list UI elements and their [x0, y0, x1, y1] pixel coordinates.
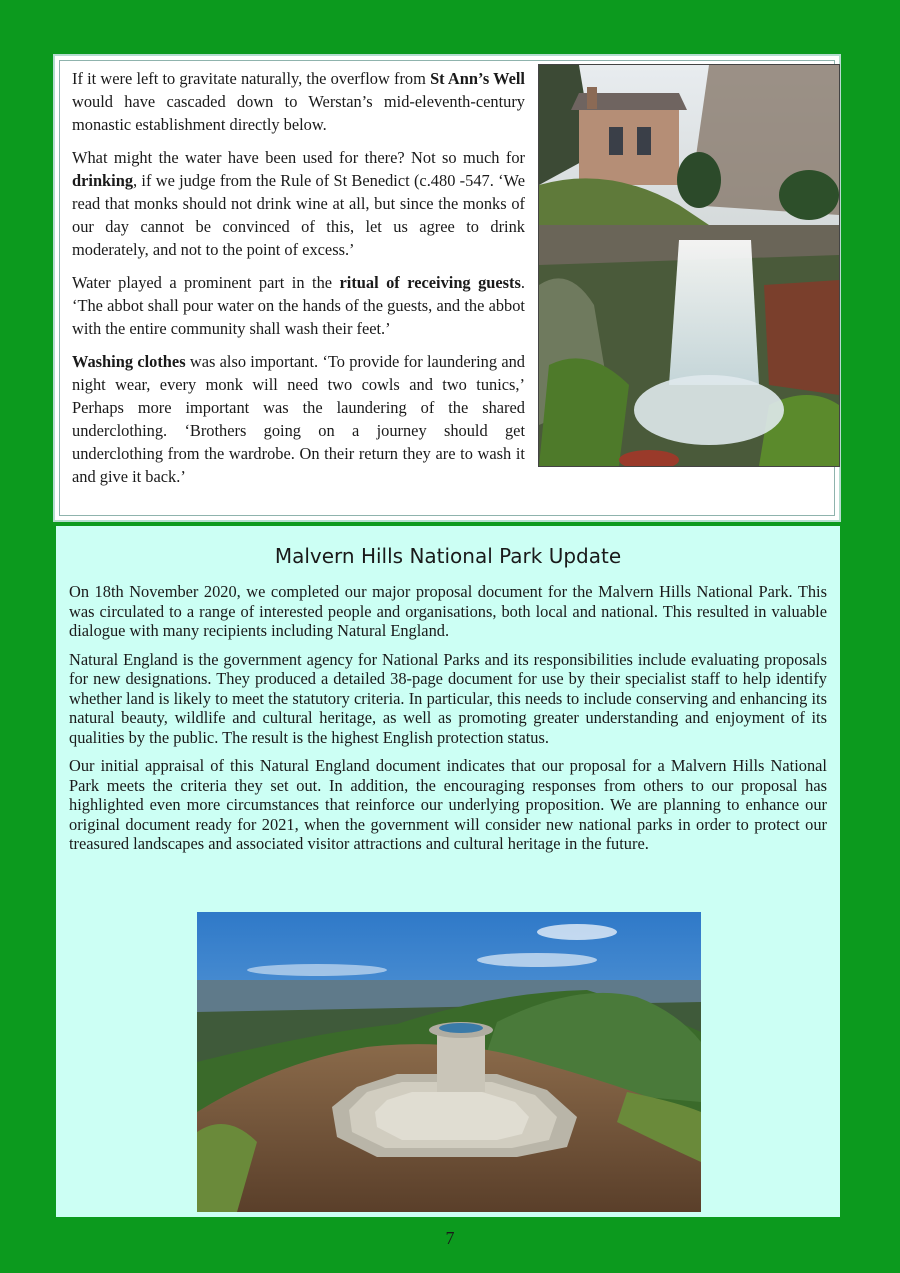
- malvern-hills-toposcope-photo: [197, 912, 701, 1212]
- bold-run: ritual of receiving guests: [339, 273, 521, 292]
- text-run: , if we judge from the Rule of St Benedict (c.480 -547. ‘We read that monks should not drink wine at all, but since the monks of our day cannot be convinced of this, let us agree to drink moderately, and not to the point of excess.’: [72, 171, 525, 259]
- article-panel-frame: [59, 60, 835, 516]
- paragraph-washing-clothes: [72, 350, 525, 488]
- text-run: What might the water have been used for there? Not so much for: [72, 148, 525, 167]
- text-run: Water played a prominent part in the: [72, 273, 340, 292]
- text-run: . ‘The abbot shall pour water on the hands of the guests, and the abbot with the entire community shall wash their feet.’: [72, 273, 525, 338]
- article-panel-top: [53, 54, 841, 522]
- bold-run: drinking: [72, 171, 134, 190]
- paragraph-natural-england: Natural England is the government agency for National Parks and its responsibilities include evaluating proposals for new designations. They produced a detailed 38-page document for use by their specialist staff to help identify whether land is likely to meet the statutory criteria. In particular, this needs to include conserving and enhancing its natural beauty, wildlife and cultural heritage, as well as promoting greater understanding and enjoyment of its qualities by the public. The result is the highest English protection status.: [69, 649, 827, 747]
- paragraph-receiving-guests: [72, 271, 525, 340]
- waterfall-photo: [538, 64, 840, 467]
- bold-run: St Ann’s Well: [430, 69, 525, 88]
- paragraph-proposal-completed: On 18th November 2020, we completed our major proposal document for the Malvern Hills National Park. This was circulated to a range of interested people and organisations, both local and national. This resulted in valuable dialogue with many recipients including Natural England.: [69, 582, 827, 640]
- paragraph-drinking: [72, 146, 525, 261]
- page-number: 7: [445, 1228, 455, 1248]
- article-text-column: [72, 67, 525, 498]
- bold-run: Washing clothes: [72, 352, 186, 371]
- text-run: would have cascaded down to Werstan’s mid-eleventh-century monastic establishment directly below.: [72, 92, 525, 134]
- update-body: [69, 582, 827, 863]
- national-park-update-panel: [56, 526, 840, 1217]
- paragraph-st-anns-well: [72, 67, 525, 136]
- section-heading: Malvern Hills National Park Update: [274, 544, 622, 568]
- text-run: was also important. ‘To provide for laundering and night wear, every monk will need two cowls and two tunics,’ Perhaps more important was the laundering of the shared underclothing. ‘Brothers going on a journey should get underclothing from the wardrobe. On their return they are to wash it and give it back.’: [72, 352, 525, 486]
- text-run: If it were left to gravitate naturally, the overflow from: [72, 69, 431, 88]
- paragraph-initial-appraisal: Our initial appraisal of this Natural England document indicates that our proposal for a Malvern Hills National Park meets the criteria they set out. In addition, the encouraging responses from others to our proposal has highlighted even more circumstances that reinforce our underlying proposition. We are planning to enhance our original document ready for 2021, when the government will consider new national parks in order to protect our treasured landscapes and associated visitor attractions and cultural heritage in the future.: [69, 756, 827, 853]
